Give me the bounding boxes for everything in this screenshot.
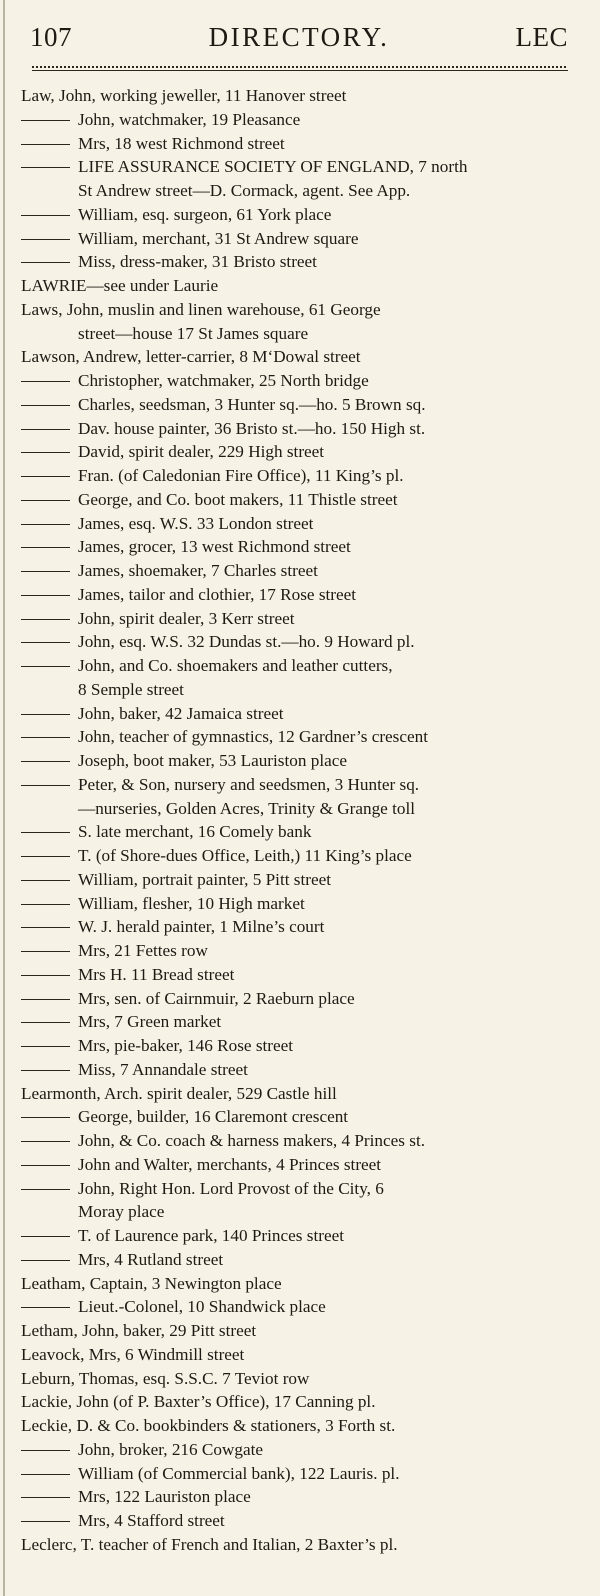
entry-text: Joseph, boot maker, 53 Lauriston place [78, 751, 347, 770]
directory-subentry [21, 1485, 586, 1509]
ditto-dash [21, 210, 70, 220]
ditto-dash [21, 590, 70, 600]
entry-text: Miss, dress-maker, 31 Bristo street [78, 252, 317, 272]
directory-subentry [21, 1153, 586, 1177]
ditto-dash [21, 1184, 70, 1194]
entry-text: William, flesher, 10 High market [78, 893, 305, 913]
directory-subentry [21, 1462, 586, 1486]
ditto-dash [21, 162, 70, 172]
directory-subentry [21, 393, 586, 417]
ditto-dash [21, 495, 70, 505]
directory-subentry [21, 155, 586, 179]
directory-subentry [21, 725, 586, 749]
entry-text: Lackie, John (of P. Baxter’s Office), 17 Canning pl. [21, 1392, 376, 1412]
directory-subentry [21, 773, 586, 797]
entry-continuation: street—house 17 St James square [78, 323, 309, 343]
ditto-dash [21, 471, 70, 481]
ditto-dash [21, 732, 70, 742]
ditto-dash [21, 899, 70, 909]
entry-text: James, shoemaker, 7 Charles street [78, 561, 318, 580]
ditto-dash [21, 1516, 70, 1526]
entry-text: Learmonth, Arch. spirit dealer, 529 Castle hill [21, 1083, 337, 1103]
entry-text: Lieut.-Colonel, 10 Shandwick place [78, 1297, 326, 1317]
directory-subentry [21, 1509, 586, 1533]
entry-text: Mrs, 4 Stafford street [78, 1511, 225, 1530]
entry-text: Miss, 7 Annandale street [78, 1059, 248, 1079]
entry-text: Mrs, 7 Green market [78, 1012, 222, 1032]
ditto-dash [21, 851, 70, 861]
ditto-dash [21, 234, 70, 244]
entry-text: George, builder, 16 Claremont crescent [78, 1107, 349, 1127]
entry-text: Mrs, 21 Fettes row [78, 941, 208, 960]
directory-subentry [21, 488, 586, 512]
entry-text: Mrs, sen. of Cairnmuir, 2 Raeburn place [78, 988, 355, 1008]
ditto-dash [21, 1255, 70, 1265]
entry-text: Laws, John, muslin and linen warehouse, 61 George [21, 299, 381, 319]
ditto-dash [21, 400, 70, 410]
directory-subentry [21, 939, 586, 963]
directory-entry [21, 1414, 586, 1438]
ditto-dash [21, 1065, 70, 1075]
directory-subentry [21, 654, 586, 678]
ditto-dash [21, 1136, 70, 1146]
directory-subentry [21, 583, 586, 607]
page-number: 107 [30, 22, 72, 52]
directory-subentry [21, 702, 586, 726]
entry-continuation: —nurseries, Golden Acres, Trinity & Grange toll [78, 798, 416, 818]
ditto-dash [21, 1112, 70, 1122]
directory-subentry [21, 892, 586, 916]
entry-text: John, Right Hon. Lord Provost of the City, 6 [78, 1178, 384, 1198]
entry-text: LIFE ASSURANCE SOCIETY OF ENGLAND, 7 north [78, 157, 468, 177]
ditto-dash [21, 257, 70, 267]
ditto-dash [21, 424, 70, 434]
directory-subentry [21, 820, 586, 844]
directory-subentry [21, 108, 586, 132]
entry-text: George, and Co. boot makers, 11 Thistle street [78, 489, 398, 509]
ditto-dash [21, 376, 70, 386]
entry-text: William, merchant, 31 St Andrew square [78, 228, 359, 248]
directory-subentry [21, 227, 586, 251]
entry-text: Leburn, Thomas, esq. S.S.C. 7 Teviot row [21, 1368, 310, 1388]
directory-subentry [21, 987, 586, 1011]
entry-text: Dav. house painter, 36 Bristo st.—ho. 150 High st. [78, 418, 426, 438]
directory-subentry [21, 203, 586, 227]
ditto-dash [21, 709, 70, 719]
entry-text: John, watchmaker, 19 Pleasance [78, 109, 301, 129]
ditto-dash [21, 614, 70, 624]
directory-subentry [21, 607, 586, 631]
entry-text: Mrs, 4 Rutland street [78, 1249, 224, 1269]
entry-text: James, tailor and clothier, 17 Rose street [78, 584, 357, 604]
page-gutter [3, 0, 5, 1596]
directory-entry [21, 298, 586, 322]
entry-text: LAWRIE—see under Laurie [21, 276, 219, 295]
directory-entry [21, 1390, 586, 1414]
directory-entry [21, 1343, 586, 1367]
directory-subentry [21, 512, 586, 536]
ditto-dash [21, 1017, 70, 1027]
directory-entry [21, 1367, 586, 1391]
entry-text: Law, John, working jeweller, 11 Hanover street [21, 86, 347, 105]
directory-entry [21, 345, 586, 369]
directory-subentry [21, 868, 586, 892]
entry-text: John, & Co. coach & harness makers, 4 Princes st. [78, 1131, 426, 1150]
entry-text: Peter, & Son, nursery and seedsmen, 3 Hunter sq. [78, 774, 420, 794]
entry-continuation: 8 Semple street [78, 679, 184, 699]
directory-subentry [21, 1438, 586, 1462]
directory-subentry [21, 1058, 586, 1082]
entry-text: T. (of Shore-dues Office, Leith,) 11 King’s place [78, 846, 412, 865]
entry-text: William, portrait painter, 5 Pitt street [78, 869, 332, 889]
entry-text: Leavock, Mrs, 6 Windmill street [21, 1344, 245, 1364]
entry-text: Lawson, Andrew, letter-carrier, 8 M‘Dowal street [21, 347, 361, 367]
directory-subentry [21, 535, 586, 559]
ditto-dash [21, 994, 70, 1004]
ditto-dash [21, 922, 70, 932]
entry-text: Charles, seedsman, 3 Hunter sq.—ho. 5 Brown sq. [78, 394, 426, 414]
directory-subentry [21, 1177, 586, 1201]
entry-text: Mrs, pie-baker, 146 Rose street [78, 1036, 294, 1055]
directory-subentry [21, 915, 586, 939]
ditto-dash [21, 115, 70, 125]
directory-subentry [21, 417, 586, 441]
entry-text: John, broker, 216 Cowgate [78, 1439, 264, 1459]
directory-subentry [21, 1105, 586, 1129]
entry-text: John and Walter, merchants, 4 Princes street [78, 1154, 382, 1174]
directory-entry [21, 84, 586, 108]
entry-text: Fran. (of Caledonian Fire Office), 11 King’s pl. [78, 466, 404, 485]
ditto-dash [21, 139, 70, 149]
entry-text: S. late merchant, 16 Comely bank [78, 822, 312, 842]
ditto-dash [21, 756, 70, 766]
entry-text: John, and Co. shoemakers and leather cutters, [78, 656, 393, 675]
entry-text: Leclerc, T. teacher of French and Italian, 2 Baxter’s pl. [21, 1534, 398, 1554]
header-rule [32, 66, 568, 71]
ditto-dash [21, 1041, 70, 1051]
directory-subentry [21, 440, 586, 464]
directory-subentry [21, 369, 586, 393]
entry-text: James, esq. W.S. 33 London street [78, 513, 314, 533]
ditto-dash [21, 875, 70, 885]
directory-subentry [21, 132, 586, 156]
directory-subentry [21, 1224, 586, 1248]
directory-subentry [21, 630, 586, 654]
ditto-dash [21, 946, 70, 956]
directory-subentry [21, 749, 586, 773]
entry-text: Mrs, 18 west Richmond street [78, 133, 285, 153]
ditto-dash [21, 1492, 70, 1502]
ditto-dash [21, 637, 70, 647]
ditto-dash [21, 1469, 70, 1479]
entry-text: William (of Commercial bank), 122 Lauris. pl. [78, 1463, 400, 1483]
entry-continuation: St Andrew street—D. Cormack, agent. See App. [78, 181, 411, 200]
ditto-dash [21, 1231, 70, 1241]
directory-subentry [21, 464, 586, 488]
directory-subentry [21, 1129, 586, 1153]
directory-subentry [21, 1295, 586, 1319]
directory-entry [21, 1533, 586, 1557]
directory-entry [21, 1082, 586, 1106]
entry-text: Mrs H. 11 Bread street [78, 964, 235, 984]
ditto-dash [21, 970, 70, 980]
entry-text: Letham, John, baker, 29 Pitt street [21, 1321, 257, 1340]
page-header [30, 22, 568, 56]
ditto-dash [21, 1160, 70, 1170]
ditto-dash [21, 780, 70, 790]
directory-subentry [21, 559, 586, 583]
entry-text: Leatham, Captain, 3 Newington place [21, 1273, 282, 1293]
directory-subentry [21, 1034, 586, 1058]
directory-entry [21, 1319, 586, 1343]
ditto-dash [21, 1302, 70, 1312]
entry-text: James, grocer, 13 west Richmond street [78, 537, 351, 557]
entry-text: John, spirit dealer, 3 Kerr street [78, 608, 295, 628]
directory-entry [21, 1272, 586, 1296]
directory-subentry [21, 844, 586, 868]
entry-text: John, baker, 42 Jamaica street [78, 703, 284, 723]
entry-text: W. J. herald painter, 1 Milne’s court [78, 917, 325, 937]
directory-subentry [21, 1248, 586, 1272]
directory-entries [21, 84, 586, 1557]
ditto-dash [21, 542, 70, 552]
entry-continuation: Moray place [78, 1202, 165, 1222]
entry-text: Christopher, watchmaker, 25 North bridge [78, 371, 369, 390]
entry-text: William, esq. surgeon, 61 York place [78, 204, 332, 224]
ditto-dash [21, 661, 70, 671]
ditto-dash [21, 1445, 70, 1455]
ditto-dash [21, 827, 70, 837]
entry-text: John, esq. W.S. 32 Dundas st.—ho. 9 Howard pl. [78, 632, 415, 652]
ditto-dash [21, 447, 70, 457]
directory-subentry [21, 963, 586, 987]
entry-text: David, spirit dealer, 229 High street [78, 442, 325, 462]
ditto-dash [21, 519, 70, 529]
page-title: DIRECTORY. [208, 22, 390, 52]
entry-text: John, teacher of gymnastics, 12 Gardner’s crescent [78, 727, 428, 747]
directory-entry [21, 274, 586, 298]
entry-text: Mrs, 122 Lauriston place [78, 1487, 251, 1507]
entry-text: Leckie, D. & Co. bookbinders & stationers, 3 Forth st. [21, 1416, 396, 1435]
directory-subentry [21, 1010, 586, 1034]
section-key: LEC [515, 22, 568, 52]
ditto-dash [21, 566, 70, 576]
directory-subentry [21, 250, 586, 274]
entry-text: T. of Laurence park, 140 Princes street [78, 1226, 344, 1245]
